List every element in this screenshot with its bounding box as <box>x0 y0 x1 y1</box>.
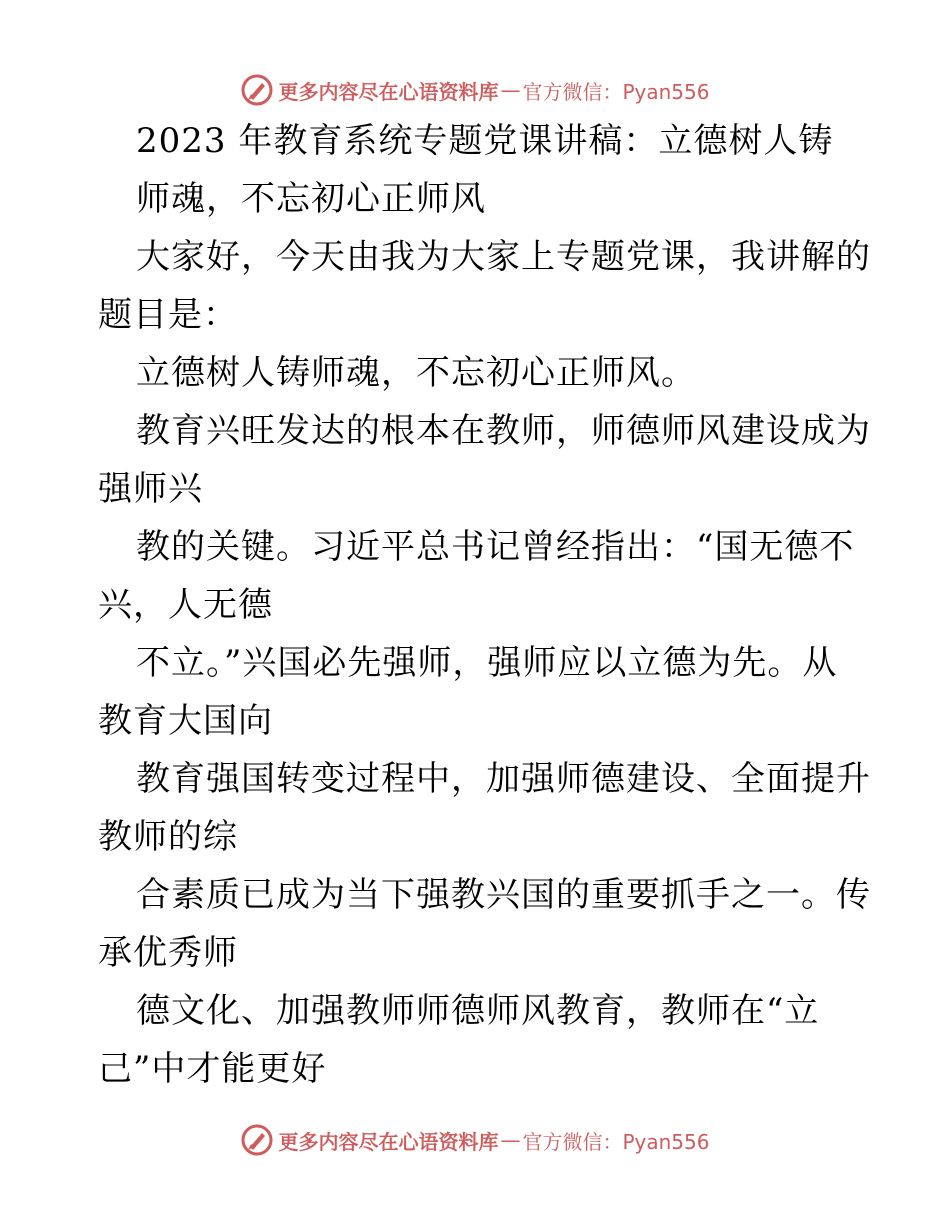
paragraph-line: 教育大国向 <box>98 701 273 741</box>
paragraph-line: 立德树人铸师魂，不忘初心正师风。 <box>136 353 696 393</box>
paragraph-line: 合素质已成为当下强教兴国的重要抓手之一。传 <box>136 875 871 915</box>
paragraph-line: 教育兴旺发达的根本在教师，师德师风建设成为 <box>136 411 871 451</box>
watermark-account: 官方微信：Pyan556 <box>522 79 710 104</box>
pen-nib-circle-icon <box>240 1123 274 1157</box>
paragraph-line: 大家好，今天由我为大家上专题党课，我讲解的 <box>136 237 871 277</box>
watermark-account: 官方微信：Pyan556 <box>522 1129 710 1154</box>
paragraph-line: 题目是： <box>98 295 238 335</box>
paragraph-line: 承优秀师 <box>98 933 238 973</box>
watermark-separator: — <box>500 78 521 102</box>
document-body <box>98 112 871 1098</box>
paragraph-line: 教育强国转变过程中，加强师德建设、全面提升 <box>136 759 871 799</box>
paragraph-line: 教师的综 <box>98 817 238 857</box>
paragraph-line: 兴，人无德 <box>98 585 273 625</box>
paragraph-line: 不立。”兴国必先强师，强师应以立德为先。从 <box>136 643 838 683</box>
watermark-separator: — <box>500 1128 521 1152</box>
pen-nib-circle-icon <box>240 73 274 107</box>
title-line-1: 2023 年教育系统专题党课讲稿：立德树人铸 <box>136 121 834 161</box>
title-line-2: 师魂，不忘初心正师风 <box>136 179 486 219</box>
watermark-text: 更多内容尽在心语资料库 <box>278 1129 499 1154</box>
footer-watermark <box>0 1120 950 1160</box>
paragraph-line: 己”中才能更好 <box>98 1049 327 1089</box>
header-watermark <box>0 70 950 110</box>
paragraph-line: 德文化、加强教师师德师风教育，教师在“立 <box>136 991 820 1031</box>
watermark-text: 更多内容尽在心语资料库 <box>278 79 499 104</box>
paragraph-line: 教的关键。习近平总书记曾经指出：“国无德不 <box>136 527 855 567</box>
paragraph-line: 强师兴 <box>98 469 203 509</box>
